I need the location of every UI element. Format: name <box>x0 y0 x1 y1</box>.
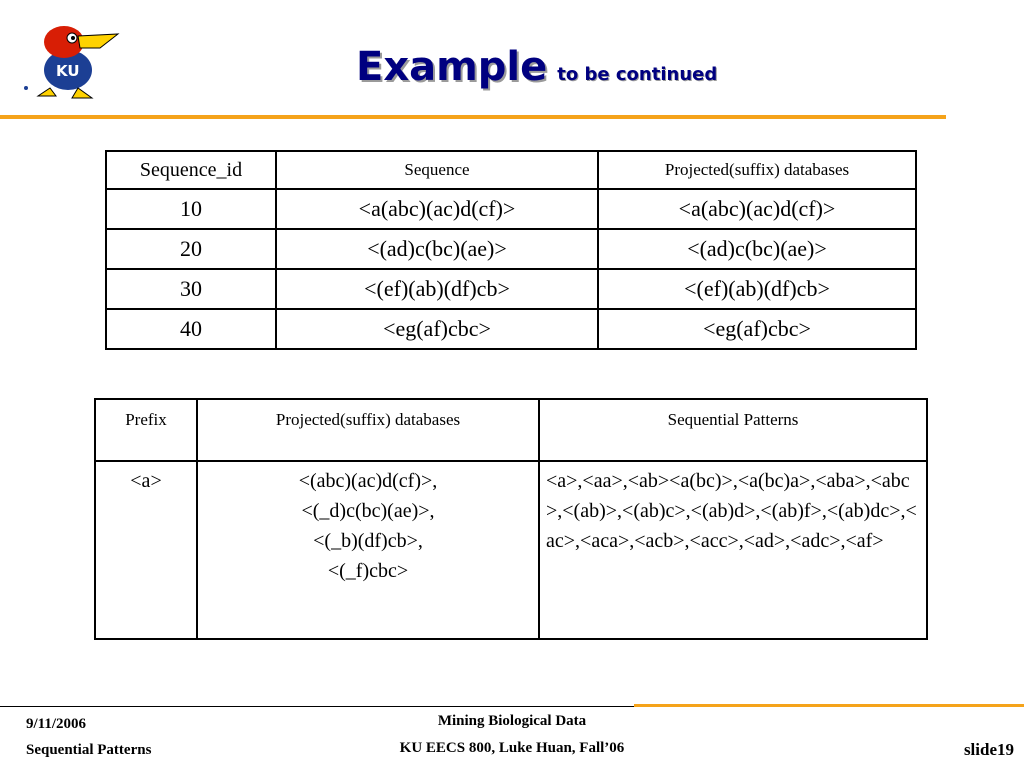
slide-title <box>356 44 717 90</box>
projected-cell: <(ad)c(bc)(ae)> <box>598 229 916 269</box>
table-row <box>106 309 916 349</box>
sequence-id-cell: 40 <box>106 309 276 349</box>
footer-course-info: KU EECS 800, Luke Huan, Fall’06 <box>399 740 625 756</box>
table-header-row <box>106 151 916 189</box>
jayhawk-logo-icon <box>22 18 122 100</box>
svg-text:KU: KU <box>56 62 80 80</box>
sequence-cell: <(ad)c(bc)(ae)> <box>276 229 598 269</box>
header-sequence-id: Sequence_id <box>106 151 276 189</box>
projected-line: <(_b)(df)cb>, <box>313 530 423 552</box>
table-header-row <box>95 399 927 461</box>
projected-cell: <a(abc)(ac)d(cf)> <box>598 189 916 229</box>
prefix-pattern-table <box>94 398 928 640</box>
table-row <box>106 189 916 229</box>
slide-number: slide19 <box>963 740 1014 759</box>
header-prefix: Prefix <box>95 399 197 461</box>
projected-database-table <box>105 150 917 350</box>
footer-date: 9/11/2006 <box>26 716 87 732</box>
sequence-cell: <a(abc)(ac)d(cf)> <box>276 189 598 229</box>
table-row <box>106 269 916 309</box>
sequence-cell: <eg(af)cbc> <box>276 309 598 349</box>
sequence-id-cell: 10 <box>106 189 276 229</box>
projected-line: <(_d)c(bc)(ae)>, <box>301 500 435 522</box>
title-subtitle: to be continued <box>557 64 718 85</box>
sequential-patterns-cell: <a>,<aa>,<ab><a(bc)>,<a(bc)a>,<aba>,<abc>,<(ab)>,<(ab)c>,<(ab)d>,<(ab)f>,<(ab)dc>,<ac>,<aca>,<acb>,<acc>,<ad>,<adc>,<af> <box>539 461 927 639</box>
sequence-cell: <(ef)(ab)(df)cb> <box>276 269 598 309</box>
table-row <box>95 461 927 639</box>
projected-cell: <(ef)(ab)(df)cb> <box>598 269 916 309</box>
header-sequence: Sequence <box>276 151 598 189</box>
projected-cell: <eg(af)cbc> <box>598 309 916 349</box>
header-projected-databases: Projected(suffix) databases <box>197 399 539 461</box>
footer-topic: Sequential Patterns <box>26 742 152 758</box>
projected-line: <(abc)(ac)d(cf)>, <box>298 470 438 492</box>
projected-cell <box>197 461 539 639</box>
sequence-id-cell: 30 <box>106 269 276 309</box>
title-divider <box>0 115 946 119</box>
projected-line: <(_f)cbc> <box>327 560 409 582</box>
footer-accent-rule <box>634 704 1024 707</box>
sequence-id-cell: 20 <box>106 229 276 269</box>
prefix-cell: <a> <box>95 461 197 639</box>
footer-course-title: Mining Biological Data <box>437 713 587 729</box>
table-row <box>106 229 916 269</box>
title-main: Example <box>356 44 548 90</box>
header-sequential-patterns: Sequential Patterns <box>539 399 927 461</box>
header-projected-databases: Projected(suffix) databases <box>598 151 916 189</box>
